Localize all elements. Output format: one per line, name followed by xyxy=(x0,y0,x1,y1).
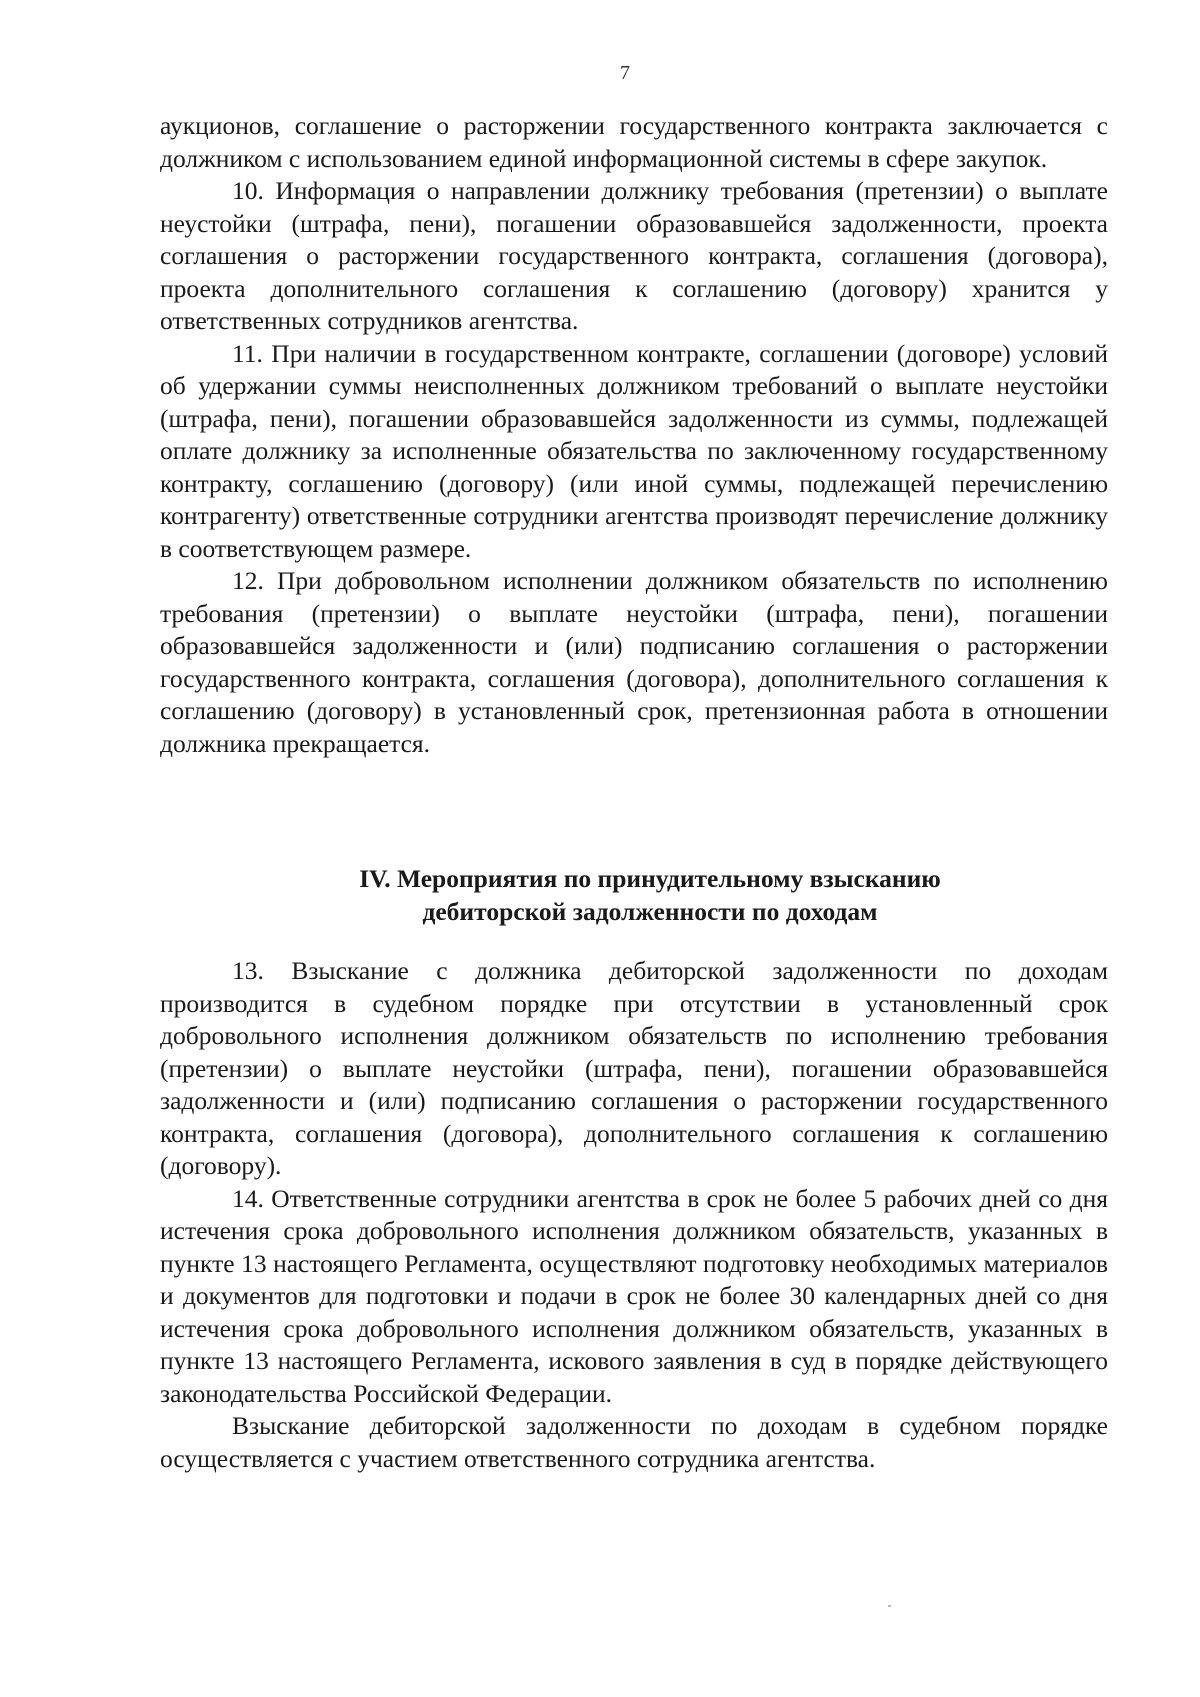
section-heading-line-2: дебиторской задолженности по доходам xyxy=(422,897,878,926)
section-heading-line-1: IV. Мероприятия по принудительному взысканию xyxy=(359,864,941,893)
scan-speck xyxy=(888,1605,891,1607)
paragraph-13: 13. Взыскание с должника дебиторской задолженности по доходам производится в судебном порядке при отсутствии в установленный срок добровольного исполнения должником обязательств по исполнению требования (претензии) о выплате неустойки (штрафа, пени), погашении образовавшейся задолженности и (или) подписанию соглашения о расторжении государственного контракта, соглашения (договора), дополнительного соглашения к соглашению (договору). xyxy=(160,956,1108,1180)
paragraph-closing: Взыскание дебиторской задолженности по доходам в судебном порядке осуществляется с участием ответственного сотрудника агентства. xyxy=(160,1411,1108,1473)
paragraph-10: 10. Информация о направлении должнику требования (претензии) о выплате неустойки (штрафа, пени), погашении образовавшейся задолженности, проекта соглашения о расторжении государственного контракта, соглашения (договора), проекта дополнительного соглашения к соглашению (договору) хранится у ответственных сотрудников агентства. xyxy=(160,176,1108,335)
paragraph-continuation: аукционов, соглашение о расторжении государственного контракта заключается с должником с использованием единой информационной системы в сфере закупок. xyxy=(160,111,1108,173)
body-text-lower xyxy=(160,955,1108,1475)
paragraph-12: 12. При добровольном исполнении должником обязательств по исполнению требования (претензии) о выплате неустойки (штрафа, пени), погашении образовавшейся задолженности и (или) подписанию соглашения о расторжении государственного контракта, соглашения (договора), дополнительного соглашения к соглашению (договору) в установленный срок, претензионная работа в отношении должника прекращается. xyxy=(160,566,1108,758)
page-number: 7 xyxy=(620,62,630,84)
paragraph-11: 11. При наличии в государственном контракте, соглашении (договоре) условий об удержании суммы неисполненных должником требований о выплате неустойки (штрафа, пени), погашении образовавшейся задолженности из суммы, подлежащей оплате должнику за исполненные обязательства по заключенному государственному контракту, соглашению (договору) (или иной суммы, подлежащей перечислению контрагенту) ответственные сотрудники агентства производят перечисление должнику в соответствующем размере. xyxy=(160,338,1108,563)
paragraph-14: 14. Ответственные сотрудники агентства в срок не более 5 рабочих дней со дня истечения срока добровольного исполнения должником обязательств, указанных в пункте 13 настоящего Регламента, осуществляют подготовку необходимых материалов и документов для подготовки и подачи в срок не более 30 календарных дней со дня истечения срока добровольного исполнения должником обязательств, указанных в пункте 13 настоящего Регламента, искового заявления в суд в порядке действующего законодательства Российской Федерации. xyxy=(160,1183,1108,1408)
section-heading xyxy=(160,862,1140,928)
body-text-upper xyxy=(160,110,1108,760)
